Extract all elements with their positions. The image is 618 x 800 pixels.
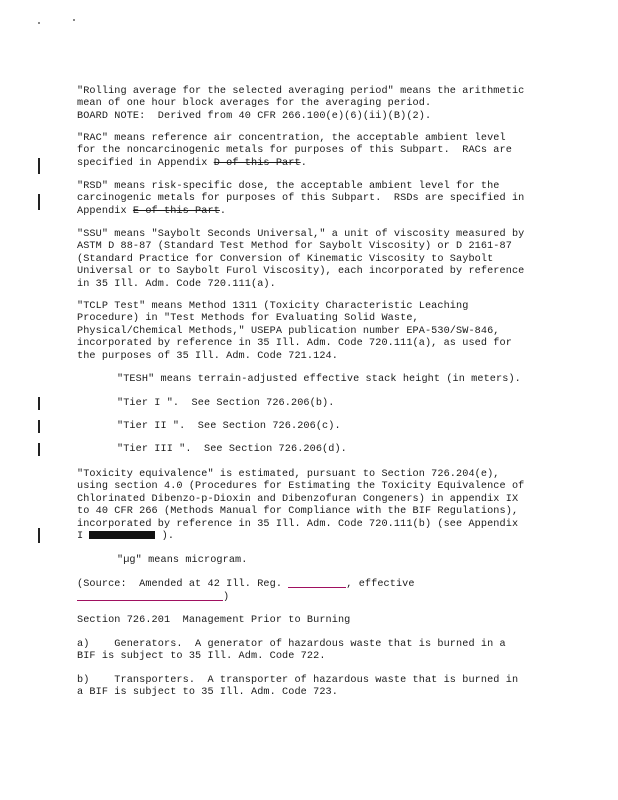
definition-rolling-average: "Rolling average for the selected averaging period" means the arithmetic mean of one hour block averages for the averaging period. BOARD NOTE: Derived from 40 CFR 266.100(e)(6)(ii)(B)(2). <box>77 86 525 122</box>
scan-speck <box>38 22 40 24</box>
definition-rsd: "RSD" means risk-specific dose, the acceptable ambient level for the carcinogenic metals for purposes of this Subpart. RSDs are specified in Appendix E of this Part. <box>77 181 525 217</box>
definition-tier2: "Tier II ". See Section 726.206(c). <box>117 421 341 432</box>
section-heading: Section 726.201 Management Prior to Burning <box>77 615 351 626</box>
definition-tclp: "TCLP Test" means Method 1311 (Toxicity Characteristic Leaching Procedure) in "Test Methods for Evaluating Solid Waste, Physical/Chemical Methods," USEPA publication number EPA-530/SW-846, incorporated by reference in 35 Ill. Adm. Code 720.111(a), as used for the purposes of 35 Ill. Adm. Code 721.124. <box>77 301 512 362</box>
revision-bar <box>38 194 40 210</box>
revision-bar <box>38 528 40 543</box>
paragraph-transporters: b) Transporters. A transporter of hazardous waste that is burned in a BIF is subject to 35 Ill. Adm. Code 723. <box>77 675 519 699</box>
redacted-text <box>89 531 155 539</box>
definition-tier1: "Tier I ". See Section 726.206(b). <box>117 398 335 409</box>
deleted-text: E of this Part <box>132 205 220 217</box>
definition-tesh: "TESH" means terrain-adjusted effective stack height (in meters). <box>117 374 521 385</box>
definition-ssu: "SSU" means "Saybolt Seconds Universal," a unit of viscosity measured by ASTM D 88-87 (Standard Test Method for Saybolt Viscosity) or D 2161-87 (Standard Practice for Conversion of Kinematic Viscosity to Saybolt Universal or to Saybolt Furol Viscosity), each incorporated by reference in 35 Ill. Adm. Code 720.111(a). <box>77 229 525 290</box>
definition-microgram: "µg" means microgram. <box>117 555 248 566</box>
definition-tier3: "Tier III ". See Section 726.206(d). <box>117 444 347 455</box>
deleted-text: D of this Part <box>213 157 301 169</box>
register-blank <box>288 578 346 588</box>
effective-date-blank <box>77 591 223 601</box>
definition-toxicity-equivalence: "Toxicity equivalence" is estimated, pursuant to Section 726.204(e), using section 4.0 (Procedures for Estimating the Toxicity Equivalence of Chlorinated Dibenzo-p-Dioxin and Dibenzofuran Congeners) in appendix IX to 40 CFR 266 (Methods Manual for Compliance with the BIF Regulations), incorporated by reference in 35 Ill. Adm. Code 720.111(b) (see Appendix I ). <box>77 469 525 543</box>
revision-bar <box>38 158 40 174</box>
scan-speck <box>73 19 75 21</box>
paragraph-generators: a) Generators. A generator of hazardous waste that is burned in a BIF is subject to 35 Ill. Adm. Code 722. <box>77 639 506 663</box>
source-note: (Source: Amended at 42 Ill. Reg. , effective ) <box>77 579 415 604</box>
revision-bar <box>38 443 40 456</box>
definition-rac: "RAC" means reference air concentration, the acceptable ambient level for the noncarcinogenic metals for purposes of this Subpart. RACs are specified in Appendix D of this Part. <box>77 133 512 169</box>
revision-bar <box>38 420 40 433</box>
revision-bar <box>38 397 40 410</box>
